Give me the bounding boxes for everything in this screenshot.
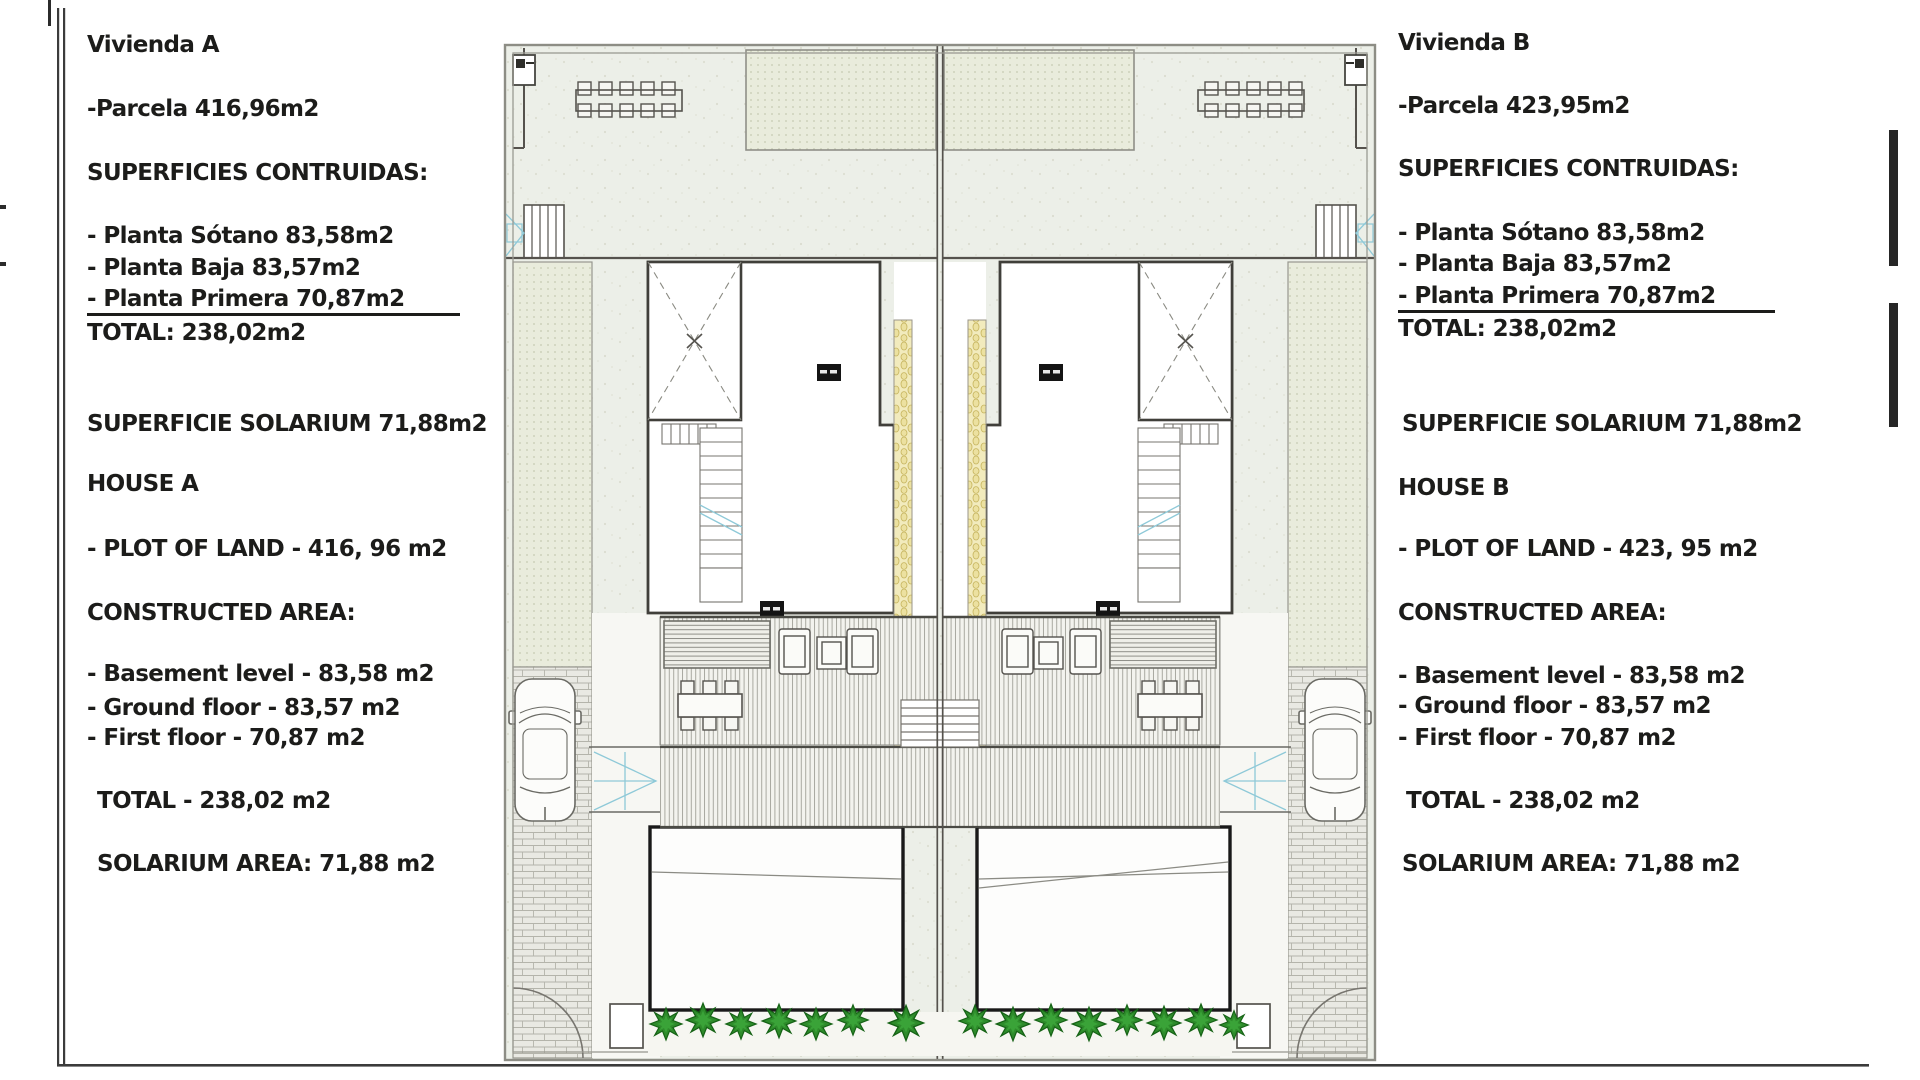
- ground-floor-a: - Ground floor - 83,57 m2: [87, 695, 400, 721]
- house-b-title: Vivienda B: [1398, 30, 1530, 56]
- constructed-heading-b: CONSTRUCTED AREA:: [1398, 600, 1667, 626]
- parcela-a: -Parcela 416,96m2: [87, 96, 319, 122]
- superficies-heading-a: SUPERFICIES CONTRUIDAS:: [87, 160, 428, 186]
- total-en-a: TOTAL - 238,02 m2: [97, 788, 331, 814]
- planta-primera-b: - Planta Primera 70,87m2: [1398, 283, 1716, 309]
- solarium-a: SUPERFICIE SOLARIUM 71,88m2: [87, 411, 487, 437]
- house-b-en-title: HOUSE B: [1398, 475, 1510, 501]
- basement-b: - Basement level - 83,58 m2: [1398, 663, 1745, 689]
- parcela-b: -Parcela 423,95m2: [1398, 93, 1630, 119]
- planta-sotano-a: - Planta Sótano 83,58m2: [87, 223, 394, 249]
- house-a-title: Vivienda A: [87, 32, 219, 58]
- basement-a: - Basement level - 83,58 m2: [87, 661, 434, 687]
- solarium-b: SUPERFICIE SOLARIUM 71,88m2: [1402, 411, 1802, 437]
- house-a-en-title: HOUSE A: [87, 471, 199, 497]
- central-steps: [901, 700, 979, 747]
- plot-of-land-a: - PLOT OF LAND - 416, 96 m2: [87, 536, 447, 562]
- first-floor-b: - First floor - 70,87 m2: [1398, 725, 1676, 751]
- first-floor-a: - First floor - 70,87 m2: [87, 725, 365, 751]
- total-m2-a: TOTAL: 238,02m2: [87, 320, 306, 346]
- planta-baja-a: - Planta Baja 83,57m2: [87, 255, 361, 281]
- constructed-heading-a: CONSTRUCTED AREA:: [87, 600, 356, 626]
- planta-primera-a: - Planta Primera 70,87m2: [87, 286, 405, 312]
- planta-sotano-b: - Planta Sótano 83,58m2: [1398, 220, 1705, 246]
- underline: [1398, 310, 1775, 313]
- solarium-area-a: SOLARIUM AREA: 71,88 m2: [97, 851, 435, 877]
- total-m2-b: TOTAL: 238,02m2: [1398, 316, 1617, 342]
- solarium-area-b: SOLARIUM AREA: 71,88 m2: [1402, 851, 1740, 877]
- planta-baja-b: - Planta Baja 83,57m2: [1398, 251, 1672, 277]
- ground-floor-b: - Ground floor - 83,57 m2: [1398, 693, 1711, 719]
- superficies-heading-b: SUPERFICIES CONTRUIDAS:: [1398, 156, 1739, 182]
- underline: [87, 313, 460, 316]
- plot-of-land-b: - PLOT OF LAND - 423, 95 m2: [1398, 536, 1758, 562]
- front-deck: [660, 747, 1220, 827]
- total-en-b: TOTAL - 238,02 m2: [1406, 788, 1640, 814]
